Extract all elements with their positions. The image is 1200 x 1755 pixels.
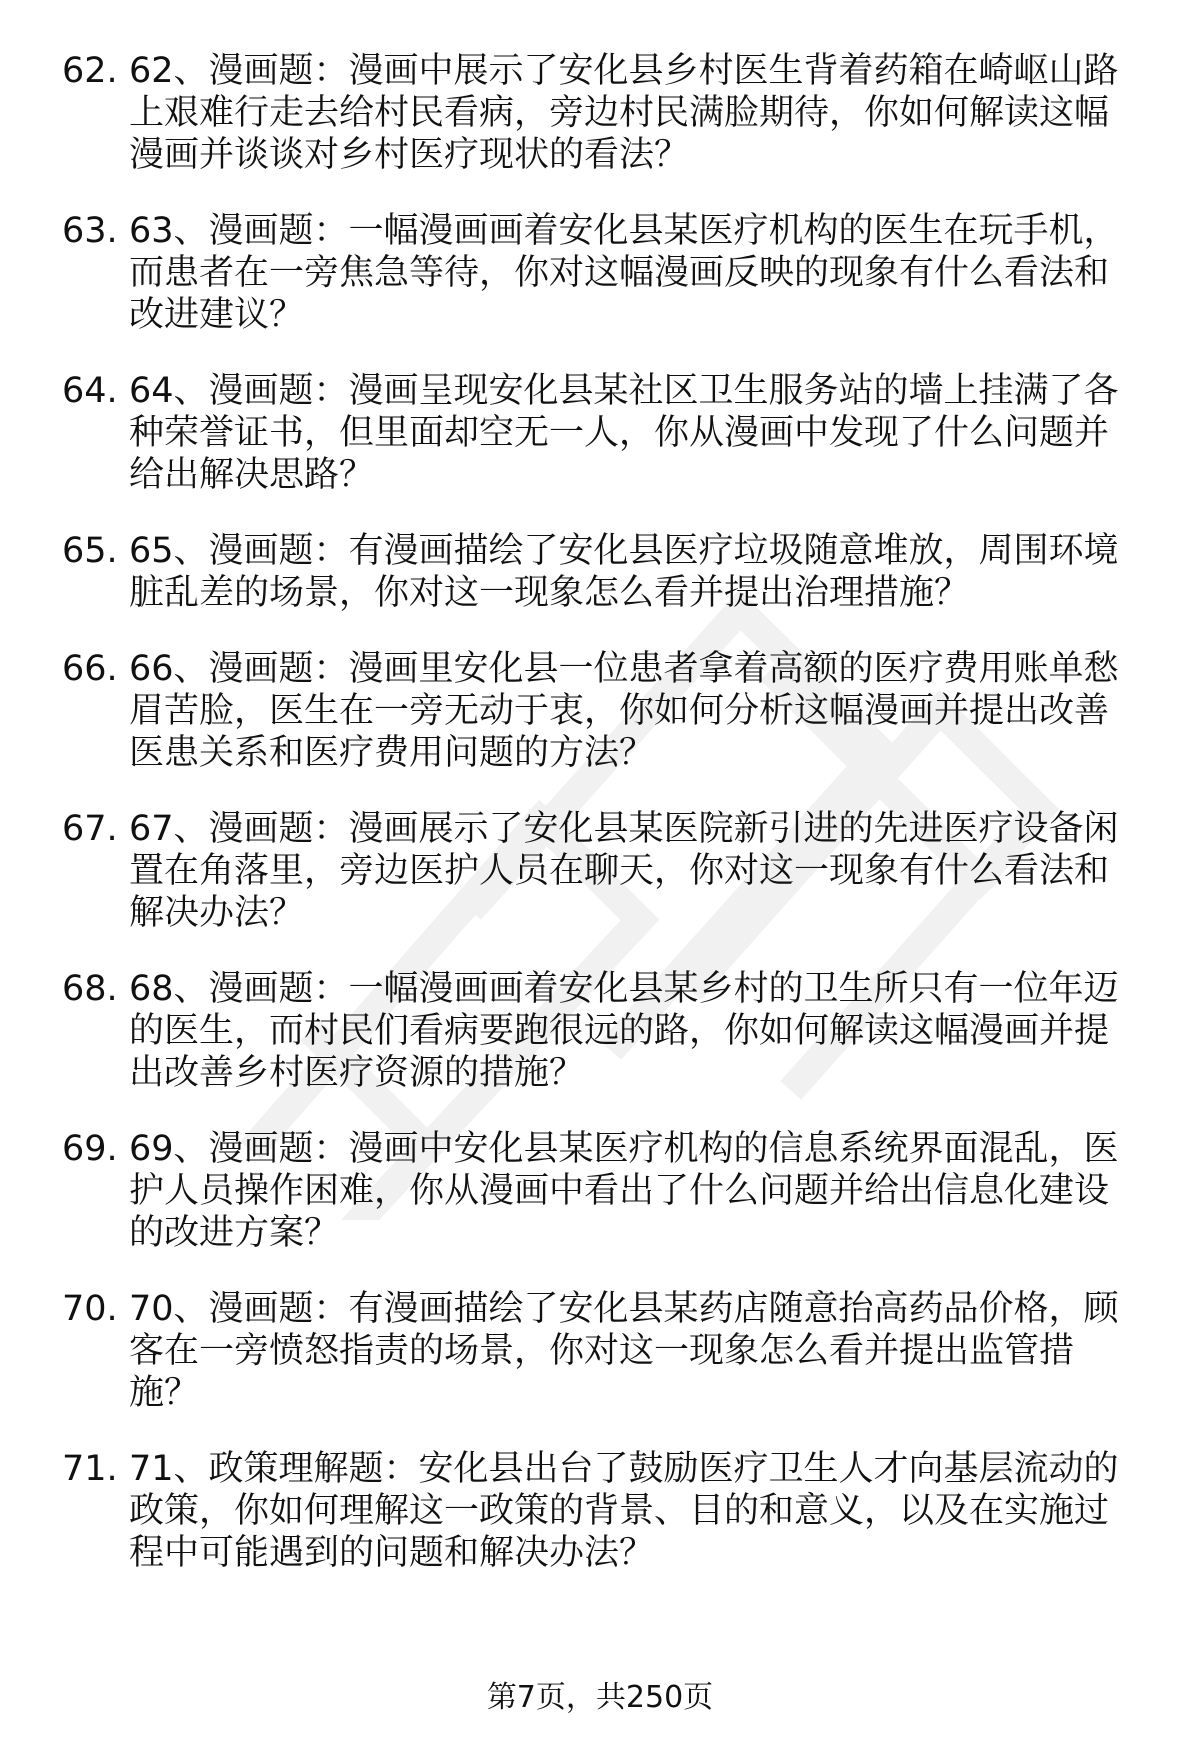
question-item — [62, 530, 1142, 614]
question-text: 63、漫画题：一幅漫画画着安化县某医疗机构的医生在玩手机，而患者在一旁焦急等待，你对这幅漫画反映的现象有什么看法和改进建议？ — [129, 211, 1119, 335]
question-text: 64、漫画题：漫画呈现安化县某社区卫生服务站的墙上挂满了各种荣誉证书，但里面却空无一人，你从漫画中发现了什么问题并给出解决思路？ — [129, 371, 1119, 495]
question-list — [62, 50, 1142, 1608]
question-item — [62, 370, 1142, 496]
question-number: 66. — [62, 649, 118, 689]
question-number: 64. — [62, 371, 118, 411]
question-number: 67. — [62, 809, 118, 849]
question-text: 67、漫画题：漫画展示了安化县某医院新引进的先进医疗设备闲置在角落里，旁边医护人员在聊天，你对这一现象有什么看法和解决办法？ — [129, 809, 1119, 933]
question-item — [62, 1288, 1142, 1414]
question-text: 68、漫画题：一幅漫画画着安化县某乡村的卫生所只有一位年迈的医生，而村民们看病要跑很远的路，你如何解读这幅漫画并提出改善乡村医疗资源的措施？ — [129, 969, 1119, 1093]
question-number: 63. — [62, 211, 118, 251]
question-text: 66、漫画题：漫画里安化县一位患者拿着高额的医疗费用账单愁眉苦脸，医生在一旁无动于衷，你如何分析这幅漫画并提出改善医患关系和医疗费用问题的方法？ — [129, 649, 1119, 773]
question-number: 68. — [62, 969, 118, 1009]
question-text: 70、漫画题：有漫画描绘了安化县某药店随意抬高药品价格，顾客在一旁愤怒指责的场景，你对这一现象怎么看并提出监管措施？ — [129, 1289, 1119, 1413]
question-number: 69. — [62, 1129, 118, 1169]
question-item — [62, 210, 1142, 336]
question-item — [62, 968, 1142, 1094]
question-number: 62. — [62, 51, 118, 91]
question-text: 62、漫画题：漫画中展示了安化县乡村医生背着药箱在崎岖山路上艰难行走去给村民看病，旁边村民满脸期待，你如何解读这幅漫画并谈谈对乡村医疗现状的看法？ — [129, 51, 1119, 175]
question-item — [62, 648, 1142, 774]
question-item — [62, 50, 1142, 176]
question-item — [62, 1128, 1142, 1254]
question-item — [62, 808, 1142, 934]
question-number: 71. — [62, 1449, 118, 1489]
question-item — [62, 1448, 1142, 1574]
page-number-label: 第7页，共250页 — [486, 1680, 714, 1715]
question-number: 70. — [62, 1289, 118, 1329]
question-text: 71、政策理解题：安化县出台了鼓励医疗卫生人才向基层流动的政策，你如何理解这一政策的背景、目的和意义，以及在实施过程中可能遇到的问题和解决办法？ — [129, 1449, 1119, 1573]
question-text: 69、漫画题：漫画中安化县某医疗机构的信息系统界面混乱，医护人员操作困难，你从漫画中看出了什么问题并给出信息化建设的改进方案？ — [129, 1129, 1119, 1253]
page-footer — [0, 1678, 1200, 1718]
question-number: 65. — [62, 531, 118, 571]
question-text: 65、漫画题：有漫画描绘了安化县医疗垃圾随意堆放，周围环境脏乱差的场景，你对这一现象怎么看并提出治理措施？ — [129, 531, 1119, 613]
